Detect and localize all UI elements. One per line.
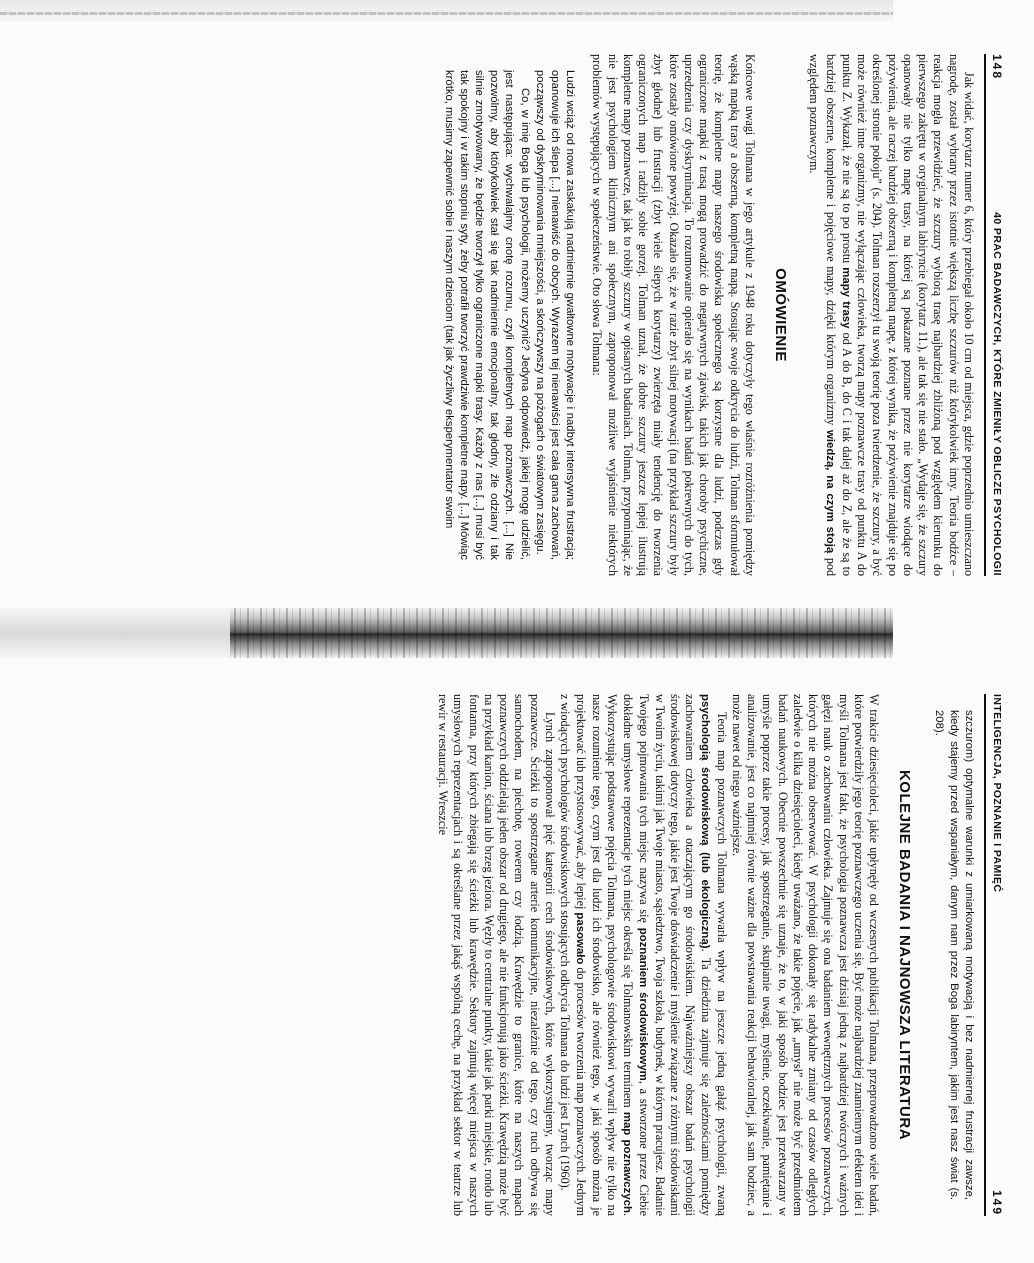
page-149 <box>154 652 1034 1252</box>
bold-term: mapy trasy <box>840 267 852 329</box>
page-number: 149 <box>990 1189 1004 1216</box>
text-span: Teoria map poznawczych Tolmana wywarła wpływ na jeszcze jedną gałąź psychologii, zwaną <box>714 712 729 1216</box>
running-header <box>984 694 1008 1216</box>
quote-paragraph: szczurom) optymalne warunki z umiarkowaną motywacją i bez nadmiernej frustracji zawsze, kiedy stajemy przed wspaniałym, danym nam przez Boga labiryntem, jakim jest nasz świat (s. 208). <box>932 710 975 1200</box>
block-quote <box>930 710 976 1200</box>
paragraph: Końcowe uwagi Tolmana w jego artykule z 1948 roku dotyczyły tego właśnie rozróżnienia pomiędzy wąską mapką trasy a obszerną, kompletną mapą. Stosując swoje odkrycia do ludzi, Tolman sformułował teorię, że kompletne mapy naszego środowiska społecznego są korzystne dla ludzi, podczas gdy ograniczone mapki z trasą mogą prowadzić do negatywnych zjawisk, takich jak choroby psychiczne, uprzedzenia czy dyskryminacja. To rozumowanie opierało się na wynikach badań pokrewnych do tych, które zostały omówione powyżej. Okazało się, że w razie zbyt silnej motywacji (na przykład szczury były zbyt głodne) lub frustracji (zbyt wiele ślepych korytarzy) zwierzęta miały tendencję do tworzenia ograniczonych map i radziły sobie gorzej. Tolman uznał, że dobre szczury jeszcze lepiej ilustrują kompletne mapy poznawcze, tak jak to robiły szczury w opisanych badaniach. Tolman, przypominając, że nie jest psychologiem klinicznym ani społecznym, zaproponował możliwe wyjaśnienie niektórych problemów występujących w społeczeństwie. Oto słowa Tolmana: <box>590 54 757 576</box>
paragraph: Lynch zaproponował pięć kategorii cech środowiskowych, które wykorzystujemy, tworząc mapy poznawcze. Ścieżki to spostrzegane arterie komunikacyjne, niezależnie od tego, czy ruch odbywa się samochodem, na piechotę, rowerem czy łodzią. Krawędzie to granice, które na naszych mapach poznawczych oddzielają jeden obszar od drugiego, ale nie funkcjonują jako ścieżki. Krawędzią może być na przykład kanion, ściana lub brzeg jeziora. Węzły to centralne punkty, takie jak parki miejskie, rondo lub fontanna, przy których zbiegają się ścieżki lub krawędzie. Sektory zajmują więcej miejsca w naszych umysłowych reprezentacjach i są określane przez jakąś wspólną cechę, na przykład sektor w teatrze lub rewir w restauracji. Wreszcie <box>436 694 557 1216</box>
block-quote <box>440 70 577 560</box>
text-span: pod względem poznawczym. <box>807 54 838 576</box>
scan-book-gutter <box>0 608 893 658</box>
text-span: od A do B, do C i tak dalej aż do Z, ale że są to bardziej obszerne, kompletne i pojęciowe mapy, dzięki którym organizmy <box>823 54 854 577</box>
section-heading: KOLEJNE BADANIA I NAJNOWSZA LITERATURA <box>896 769 914 1141</box>
running-header <box>984 54 1008 576</box>
header-title: 40 PRAC BADAWCZYCH, KTÓRE ZMIENIŁY OBLICZE PSYCHOLOGII <box>991 212 1003 576</box>
section-heading: OMÓWIENIE <box>772 268 790 362</box>
text-span: . Wykorzystując podstawowe pojęcia Tolmana, psychologowie środowiskowi wywarli wpływ nie tylko na nasze rozumienie tego, czym jest dla ludzi ich środowisko, ale również tego, w jaki sposób można je projektować lub przystosowywać, aby lepiej <box>574 694 636 1216</box>
quote-paragraph: Co, w imię Boga lub psychologii, możemy uczynić? Jedyna odpowiedź, jakiej mogę udzielić, jest następująca: wychwalajmy cnotę rozumu, czyli kompletnych map poznawczych. [...] Nie pozwólmy, aby którykolwiek stał się tak nadmiernie emocjonalny, tak głodny, źle odziany i tak silnie zmotywowany, że będzie tworzył tylko ograniczone mapki trasy. Każdy z nas [...] musi być tak spokojny i w takim stopniu syty, żeby potrafił tworzyć prawdziwie kompletne mapy. [...] Mówiąc krótko, musimy zapewnić sobie i naszym dzieciom (tak jak życzliwy eksperymentator swoim <box>442 70 531 560</box>
text-span: do procesów tworzenia map poznawczych. Jednym z wiodących psychologów środowiskowych stosujących odkrycia Tolmana do ludzi jest Lynch (1960). <box>558 694 589 1217</box>
paragraph <box>557 694 729 1216</box>
paragraph <box>806 54 976 576</box>
text-span: . Ta dziedzina zajmuje się zależnościami pomiędzy zachowaniem człowieka a otaczającym go środowiskiem. Najważniejszy obszar badań psychologii środowiskowej dotyczy tego, jakie jest Twoje doświadczenie i myślenie związane z różnymi środowiskami w Twoim życiu, takimi jak Twoje miasto, sąsiedztwo, Twoja szkoła, budynek, w którym pracujesz. Badanie Twojego pojmowania tych miejsc nazywa się <box>637 694 714 1216</box>
bold-term: wiedzą, na czym stoją <box>823 429 836 554</box>
bold-term: poznaniem środowiskowym <box>637 927 650 1081</box>
header-title: INTELIGENCJA, POZNANIE I PAMIĘĆ <box>991 694 1003 893</box>
bold-term: pasowało <box>574 912 587 965</box>
page-148 <box>154 12 1034 612</box>
text-span: Jak widać, korytarz numer 6, który przebiegał około 10 cm od miejsca, gdzie poprzednio umieszczano nagrodę, został wybrany przez istotnie większą liczbę szczurów niż którykolwiek inny. Teoria bodźce – reakcja mogła przewidzieć, że szczury wybiorą trasę najbardziej zbliżoną pod względem kierunku do pierwszego zakrętu w oryginalnym labiryncie (korytarz 11.), ale tak się nie stało. „Wydaje się, że szczury opanowały nie tylko mapę trasy, na której są pokazane poznane przez nie korytarze wiodące do pożywienia, ale raczej bardziej obszerną i kompletną mapę, z której wynika, że pożywienie znajduje się po określonej stronie pokoju” (s. 204). Tolman rozszerzył tu swoją teorię poza twierdzenie, że szczury, a być może również inne organizmy, nie wyłączając człowieka, tworzą mapy poznawcze trasy od punktu A do punktu Z. Wykazał, że nie są to po prostu <box>840 54 976 576</box>
page-body <box>160 54 976 576</box>
paragraph: W trakcie dziesięcioleci, jakie upłynęły od wczesnych publikacji Tolmana, przeprowadzono wiele badań, które potwierdziły jego teorię poznawczego uczenia się. Być może najbardziej znamiennym efektem idei i myśli Tolmana jest fakt, że psychologia poznawcza jest dzisiaj jedną z najbardziej twórczych i ważnych gałęzi nauk o zachowaniu człowieka. Zajmuje się ona badaniem wewnętrznych procesów poznawczych, których nie można obserwować. W psychologii dokonały się radykalne zmiany od czasów odległych zaledwie o kilka dziesięcioleci, kiedy uważano, że takie pojęcie, jak „umysł” nie może być przedmiotem badań naukowych. Obecnie powszechnie się uznaje, że to, w jaki sposób bodziec jest przetwarzany w umyśle poprzez takie procesy, jak spostrzeganie, skupianie uwagi, myślenie, oczekiwanie, pamiętanie i analizowanie, jest co najmniej równie ważne dla powstawania reakcji behawioralnej, jak sam bodziec, a może nawet od niego ważniejsze. <box>729 694 882 1216</box>
page-number: 148 <box>990 54 1004 81</box>
quote-paragraph: Ludzi wciąż od nowa zaskakują nadmiernie gwałtowne motywacje i nadbyt intensywna frustracja; opanowuje ich ślepa [...] nienawiść do obcych. Wyrazem tej nienawiści jest cała gama zachowań, począwszy od dyskryminowania mniejszości, a skończywszy na pożogach o światowym zasięgu. <box>533 70 577 560</box>
page-body <box>160 694 976 1216</box>
text-span: , a stworzone przez Ciebie dokładne umysłowe reprezentacje tych miejsc określa się Tolmanowskim terminem <box>621 694 652 1217</box>
bold-term: psychologią środowiskową (lub ekologiczną) <box>699 694 712 949</box>
bold-term: map poznawczych <box>621 1111 634 1213</box>
